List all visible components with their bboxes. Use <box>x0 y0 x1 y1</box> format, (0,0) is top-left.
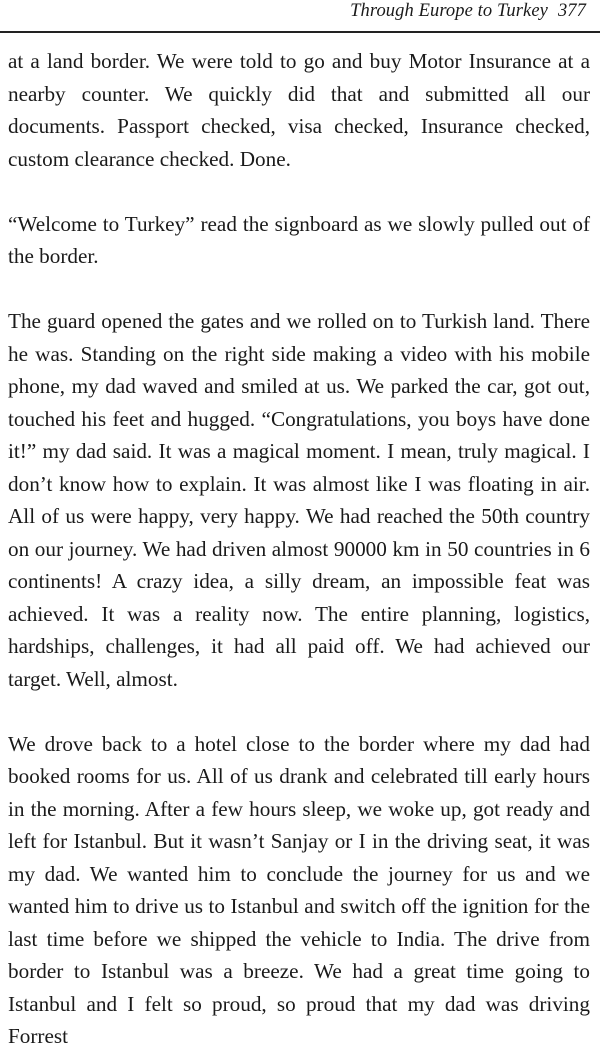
paragraph-border-documents: at a land border. We were told to go and buy Motor Insurance at a nearby counter. We quickly did that and submitted all our documents. Passport checked, visa checked, Insurance checked, custom clearance checked. Done. <box>8 49 590 171</box>
body-text <box>8 45 590 1053</box>
header-rule <box>0 31 600 33</box>
page-number: 377 <box>557 1 586 21</box>
paragraph-welcome-sign: “Welcome to Turkey” read the signboard as we slowly pulled out of the border. <box>8 211 590 268</box>
running-head <box>350 1 586 22</box>
running-title: Through Europe to Turkey <box>350 1 548 21</box>
paragraph-drive-istanbul: We drove back to a hotel close to the border where my dad had booked rooms for us. All of us drank and celebrated till early hours in the morning. After a few hours sleep, we woke up, got ready and left for Istanbul. But it wasn’t Sanjay or I in the driving seat, it was my dad. We wanted him to conclude the journey for us and we wanted him to drive us to Istanbul and switch off the ignition for the last time before we shipped the vehicle to India. The drive from border to Istanbul was a breeze. We had a great time going to Istanbul and I felt so proud, so proud that my dad was driving Forrest <box>8 731 590 1048</box>
paragraph-arrival-turkey: The guard opened the gates and we rolled on to Turkish land. There he was. Standing on the right side making a video with his mobile phone, my dad waved and smiled at us. We parked the car, got out, touched his feet and hugged. “Congratulations, you boys have done it!” my dad said. It was a magical moment. I mean, truly magical. I don’t know how to explain. It was almost like I was floating in air. All of us were happy, very happy. We had reached the 50th country on our journey. We had driven almost 90000 km in 50 countries in 6 continents! A crazy idea, a silly dream, an impossible feat was achieved. It was a reality now. The entire planning, logistics, hardships, challenges, it had all paid off. We had achieved our target. Well, almost. <box>8 309 590 691</box>
